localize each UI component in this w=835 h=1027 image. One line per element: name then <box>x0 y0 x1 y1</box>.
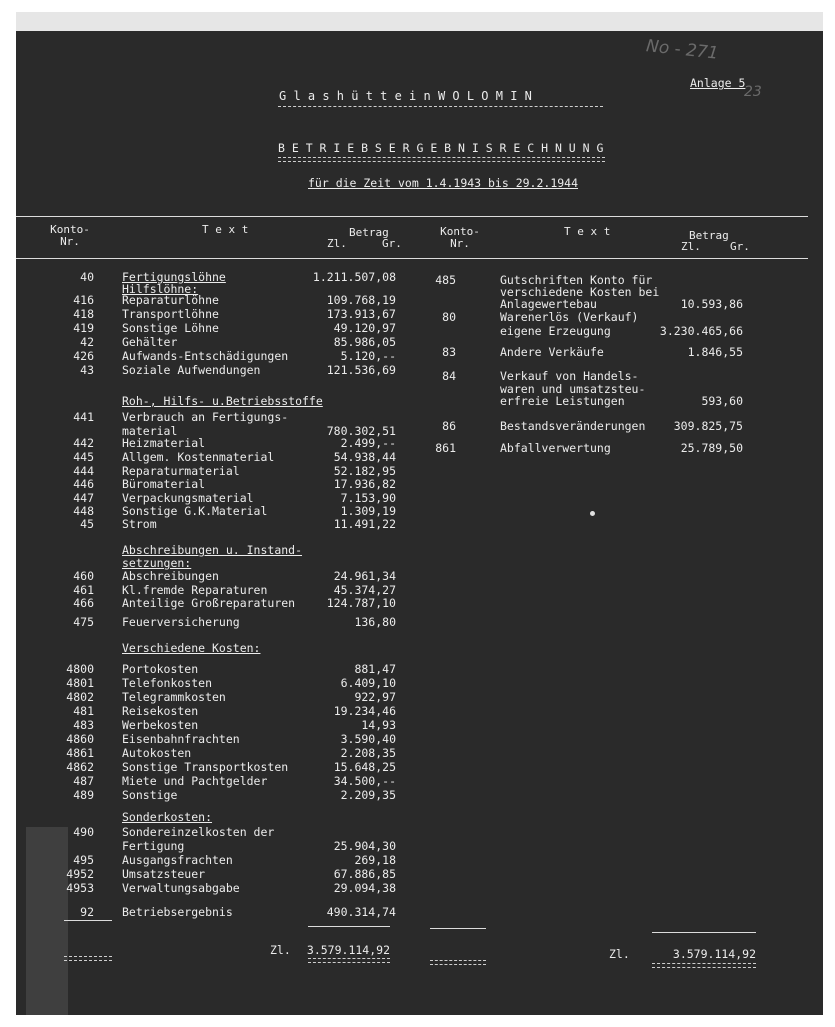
left-row-text: Sonderkosten: <box>122 810 213 824</box>
left-gr-header: Gr. <box>382 237 402 250</box>
page-number-handwritten: 23 <box>744 84 762 100</box>
right-row-text: waren und umsatzsteu- <box>500 382 646 396</box>
left-row-text: Verbrauch an Fertigungs- <box>122 410 289 424</box>
left-row-amount: 2.499,-- <box>340 436 396 450</box>
right-konto-header: Konto- <box>440 225 480 238</box>
left-row-text: Allgem. Kostenmaterial <box>122 450 275 464</box>
left-row-amount: 25.904,30 <box>333 839 396 853</box>
left-konto-nr: 416 <box>73 293 94 307</box>
period: für die Zeit vom 1.4.1943 bis 29.2.1944 <box>308 176 579 190</box>
left-konto-nr: 442 <box>73 436 94 450</box>
right-text-header: T e x t <box>564 225 611 238</box>
left-row-text: Roh-, Hilfs- u.Betriebsstoffe <box>122 394 323 408</box>
document-sheet <box>16 12 823 1015</box>
left-row-text: Betriebsergebnis <box>122 905 233 919</box>
left-row-text: Transportlöhne <box>122 307 219 321</box>
left-row-amount: 124.787,10 <box>326 596 396 610</box>
left-konto-nr: 4861 <box>66 746 94 760</box>
left-row-amount: 109.768,19 <box>326 293 396 307</box>
left-row-amount: 269,18 <box>354 853 396 867</box>
right-gr-header: Gr. <box>730 240 750 253</box>
left-konto-nr: 418 <box>73 307 94 321</box>
right-nr-rule <box>430 928 486 929</box>
company-underline <box>278 106 603 107</box>
right-konto-nr: 485 <box>435 273 456 287</box>
left-row-text: Portokosten <box>122 662 199 676</box>
left-row-amount: 881,47 <box>354 662 396 676</box>
left-zl-header: Zl. <box>327 237 347 250</box>
left-row-amount: 34.500,-- <box>333 774 396 788</box>
left-row-amount: 54.938,44 <box>333 450 396 464</box>
left-row-text: Fertigungslöhne <box>122 270 226 284</box>
left-row-text: Heizmaterial <box>122 436 206 450</box>
left-row-text: Sonstige Löhne <box>122 321 219 335</box>
left-row-amount: 5.120,-- <box>340 349 396 363</box>
right-konto-nr: 83 <box>442 345 456 359</box>
left-row-text: Ausgangsfrachten <box>122 853 233 867</box>
left-konto-nr: 445 <box>73 450 94 464</box>
left-row-text: Büromaterial <box>122 477 206 491</box>
left-konto-nr: 447 <box>73 491 94 505</box>
left-row-amount: 6.409,10 <box>340 676 396 690</box>
right-konto-nr: 84 <box>442 369 456 383</box>
left-konto-nr: 45 <box>80 517 94 531</box>
left-konto-nr: 4802 <box>66 690 94 704</box>
left-row-text: Strom <box>122 517 157 531</box>
right-zl-header: Zl. <box>681 240 701 253</box>
header-rule-top <box>16 216 808 217</box>
left-nr-rule <box>64 920 112 921</box>
left-row-text: Verpackungsmaterial <box>122 491 254 505</box>
right-konto-nr: 80 <box>442 310 456 324</box>
left-row-amount: 3.590,40 <box>340 732 396 746</box>
right-row-amount: 25.789,50 <box>680 441 743 455</box>
left-row-text: Reparaturmaterial <box>122 464 240 478</box>
left-konto-nr: 43 <box>80 363 94 377</box>
left-total-double-rule <box>308 958 390 963</box>
right-row-text: Warenerlös (Verkauf) <box>500 310 639 324</box>
left-row-text: Reparaturlöhne <box>122 293 219 307</box>
left-konto-nr: 42 <box>80 335 94 349</box>
left-konto-nr: 461 <box>73 583 94 597</box>
left-row-text: Fertigung <box>122 839 185 853</box>
right-total-double-rule <box>652 963 756 968</box>
left-row-amount: 85.986,05 <box>333 335 396 349</box>
title-underline <box>278 157 605 162</box>
right-row-amount: 3.230.465,66 <box>659 324 743 338</box>
left-konto-nr: 460 <box>73 569 94 583</box>
left-row-text: Telegrammkosten <box>122 690 226 704</box>
left-konto-nr: 426 <box>73 349 94 363</box>
left-konto-nr: 4801 <box>66 676 94 690</box>
left-konto-nr: 441 <box>73 410 94 424</box>
left-row-amount: 780.302,51 <box>326 424 396 438</box>
left-row-text: Umsatzsteuer <box>122 867 206 881</box>
left-row-text: Soziale Aufwendungen <box>122 363 261 377</box>
left-konto-nr: 483 <box>73 718 94 732</box>
company-name: G l a s h ü t t e i n W O L O M I N <box>279 89 532 103</box>
left-row-text: Sonstige <box>122 788 178 802</box>
left-konto-nr: 40 <box>80 270 94 284</box>
archive-number: No - 271 <box>645 36 720 64</box>
left-konto-header: Konto- <box>50 223 90 236</box>
annex-label: Anlage 5 <box>690 76 746 90</box>
left-text-header: T e x t <box>202 223 249 236</box>
right-row-text: Bestandsveränderungen <box>500 419 646 433</box>
right-row-amount: 10.593,86 <box>680 297 743 311</box>
left-row-text: Verschiedene Kosten: <box>122 641 261 655</box>
left-row-text: Telefonkosten <box>122 676 213 690</box>
left-konto-nr: 490 <box>73 825 94 839</box>
left-row-text: Hilfslöhne: <box>122 282 199 296</box>
left-row-amount: 136,80 <box>354 615 396 629</box>
left-konto-nr: 475 <box>73 615 94 629</box>
right-row-amount: 309.825,75 <box>673 419 743 433</box>
right-row-text: Andere Verkäufe <box>500 345 604 359</box>
left-row-amount: 15.648,25 <box>333 760 396 774</box>
left-row-text: Kl.fremde Reparaturen <box>122 583 268 597</box>
left-row-text: Reisekosten <box>122 704 199 718</box>
left-konto-nr: 4953 <box>66 881 94 895</box>
left-row-text: Abschreibungen u. Instand- <box>122 543 303 557</box>
left-konto-nr: 481 <box>73 704 94 718</box>
left-row-text: Werbekosten <box>122 718 199 732</box>
left-konto-nr: 4952 <box>66 867 94 881</box>
left-row-amount: 1.309,19 <box>340 504 396 518</box>
left-row-text: Sonstige G.K.Material <box>122 504 268 518</box>
left-konto-nr: 446 <box>73 477 94 491</box>
left-konto-nr: 444 <box>73 464 94 478</box>
left-row-amount: 490.314,74 <box>326 905 396 919</box>
left-row-text: Verwaltungsabgabe <box>122 881 240 895</box>
left-row-amount: 52.182,95 <box>333 464 396 478</box>
right-betrag-header: Betrag <box>689 229 729 242</box>
right-konto-nr: 861 <box>435 441 456 455</box>
left-row-text: Gehälter <box>122 335 178 349</box>
left-betrag-header: Betrag <box>349 226 389 239</box>
right-konto-nr: 86 <box>442 419 456 433</box>
right-row-text: verschiedene Kosten bei <box>500 285 660 299</box>
header-rule-bottom <box>16 258 808 259</box>
left-row-amount: 1.211.507,08 <box>312 270 396 284</box>
left-row-amount: 29.094,38 <box>333 881 396 895</box>
left-row-text: Anteilige Großreparaturen <box>122 596 296 610</box>
right-row-amount: 1.846,55 <box>687 345 743 359</box>
right-row-text: erfreie Leistungen <box>500 394 625 408</box>
left-konto-nr: 489 <box>73 788 94 802</box>
right-sum-rule <box>652 932 756 933</box>
right-row-text: Abfallverwertung <box>500 441 611 455</box>
left-row-amount: 11.491,22 <box>333 517 396 531</box>
left-row-amount: 24.961,34 <box>333 569 396 583</box>
right-row-text: Verkauf von Handels- <box>500 369 639 383</box>
punch-dot <box>590 511 595 516</box>
left-konto-nr: 495 <box>73 853 94 867</box>
left-row-text: Aufwands-Entschädigungen <box>122 349 289 363</box>
right-nr-header: Nr. <box>450 237 470 250</box>
left-row-text: Autokosten <box>122 746 192 760</box>
left-row-text: Sondereinzelkosten der <box>122 825 275 839</box>
left-sum-rule <box>308 926 390 927</box>
left-nr-header: Nr. <box>60 235 80 248</box>
left-total-label: Zl. <box>270 943 291 957</box>
left-row-amount: 49.120,97 <box>333 321 396 335</box>
right-total-label: Zl. <box>609 947 630 961</box>
top-edge <box>16 12 823 31</box>
left-nr-double-rule <box>64 956 112 961</box>
left-konto-nr: 4800 <box>66 662 94 676</box>
left-row-text: Eisenbahnfrachten <box>122 732 240 746</box>
right-total-amount: 3.579.114,92 <box>672 947 756 961</box>
left-konto-nr: 487 <box>73 774 94 788</box>
right-row-amount: 593,60 <box>701 394 743 408</box>
left-row-amount: 17.936,82 <box>333 477 396 491</box>
left-konto-nr: 4860 <box>66 732 94 746</box>
left-konto-nr: 466 <box>73 596 94 610</box>
page-title: B E T R I E B S E R G E B N I S R E C H N U N G <box>278 141 604 155</box>
left-row-amount: 14,93 <box>361 718 396 732</box>
left-row-amount: 67.886,85 <box>333 867 396 881</box>
left-row-text: Abschreibungen <box>122 569 219 583</box>
left-konto-nr: 419 <box>73 321 94 335</box>
left-row-text: Feuerversicherung <box>122 615 240 629</box>
left-row-amount: 173.913,67 <box>326 307 396 321</box>
left-konto-nr: 448 <box>73 504 94 518</box>
left-total-amount: 3.579.114,92 <box>306 943 390 957</box>
right-row-text: Gutschriften Konto für <box>500 273 653 287</box>
left-row-amount: 2.208,35 <box>340 746 396 760</box>
right-row-text: Anlagewertebau <box>500 297 597 311</box>
left-row-text: material <box>122 424 178 438</box>
right-row-text: eigene Erzeugung <box>500 324 611 338</box>
left-row-text: Miete und Pachtgelder <box>122 774 268 788</box>
left-row-amount: 121.536,69 <box>326 363 396 377</box>
left-row-amount: 2.209,35 <box>340 788 396 802</box>
left-row-amount: 19.234,46 <box>333 704 396 718</box>
left-row-amount: 45.374,27 <box>333 583 396 597</box>
left-row-text: Sonstige Transportkosten <box>122 760 289 774</box>
left-row-text: setzungen: <box>122 556 192 570</box>
left-row-amount: 922,97 <box>354 690 396 704</box>
left-konto-nr: 92 <box>80 905 94 919</box>
right-nr-double-rule <box>430 960 486 965</box>
left-konto-nr: 4862 <box>66 760 94 774</box>
left-row-amount: 7.153,90 <box>340 491 396 505</box>
